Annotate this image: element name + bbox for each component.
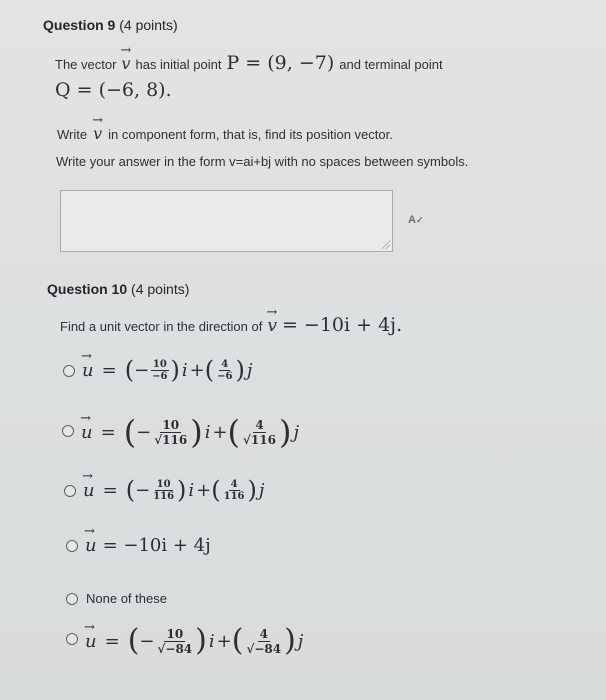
option-6[interactable]: → u = ( − $\frac{10}{√-84}$ ) i + ( $\frac{4}{√-84}$ ) j: [85, 626, 305, 656]
prompt-expression: = −10i + 4j.: [281, 314, 403, 336]
minus-sign: −: [135, 479, 151, 501]
minus-sign: −: [139, 630, 155, 652]
question-9-points: (4 points): [119, 17, 178, 33]
fraction: $\frac{10}{116}$: [153, 478, 175, 502]
vector-u-symbol: → u: [85, 631, 97, 652]
instruction-text: Write: [57, 127, 88, 142]
option-3-radio[interactable]: [64, 485, 76, 497]
vector-v-symbol: → v: [93, 124, 102, 143]
fraction: $\frac{10}{√116}$: [154, 417, 188, 447]
question-9-label: Question 9: [43, 17, 116, 33]
option-1[interactable]: → u = ( − $\frac{10}{-6}$ ) i + ( $\frac{4}{-6}$ ) j: [82, 358, 254, 382]
question-9-title: [43, 17, 178, 33]
vector-u-symbol: → u: [85, 535, 97, 556]
question-10-prompt: [60, 314, 402, 336]
question-10-label: Question 10: [47, 281, 128, 297]
option-2[interactable]: → u = ( − $\frac{10}{√116}$ ) i + ( $\frac{4}{√116}$ ) j: [81, 416, 301, 448]
question-9-instruction-1: [57, 124, 393, 143]
statement-text: and terminal point: [339, 57, 443, 72]
equals-sign: =: [100, 421, 116, 443]
vector-v-symbol: → v: [267, 316, 277, 336]
vector-u-symbol: → u: [81, 422, 93, 443]
option-5-label[interactable]: None of these: [86, 591, 167, 606]
spellcheck-icon[interactable]: A✓: [408, 214, 424, 226]
fraction: $\frac{4}{116}$: [223, 478, 245, 502]
question-10-title: [47, 281, 189, 297]
fraction: $\frac{4}{√116}$: [243, 417, 276, 447]
vector-u-symbol: → u: [83, 480, 95, 501]
fraction: $\frac{4}{√-84}$: [246, 626, 282, 656]
question-9-instruction-2: Write your answer in the form v=ai+bj with no spaces between symbols.: [56, 154, 469, 169]
option-4[interactable]: [85, 535, 211, 556]
point-p-expression: P = (9, −7): [226, 52, 335, 74]
minus-sign: −: [136, 421, 152, 443]
resize-handle-icon[interactable]: [380, 239, 390, 249]
fraction: $\frac{4}{-6}$: [217, 358, 233, 382]
point-q-expression: Q = (−6, 8).: [55, 79, 172, 101]
equals-sign: =: [104, 630, 120, 652]
question-10-points: (4 points): [131, 281, 190, 297]
equals-sign: =: [101, 359, 117, 381]
question-9-statement-line1: [55, 52, 443, 74]
equals-sign: =: [102, 479, 118, 501]
option-4-radio[interactable]: [66, 540, 78, 552]
statement-text: The vector: [55, 57, 117, 72]
option-3[interactable]: → u = ( − $\frac{10}{116}$ ) i + ( $\frac{4}{116}$ ) j: [83, 478, 266, 502]
vector-v-symbol: → v: [121, 54, 130, 73]
minus-sign: −: [134, 359, 150, 381]
option-6-radio[interactable]: [66, 633, 78, 645]
option-1-radio[interactable]: [63, 365, 75, 377]
option-4-expression: = −10i + 4j: [102, 535, 211, 556]
fraction: $\frac{10}{√-84}$: [157, 626, 193, 656]
prompt-text: Find a unit vector in the direction of: [60, 319, 263, 334]
option-5-radio[interactable]: [66, 593, 78, 605]
statement-text: has initial point: [135, 57, 222, 72]
answer-textarea[interactable]: [60, 190, 393, 252]
option-2-radio[interactable]: [62, 425, 74, 437]
vector-u-symbol: → u: [82, 360, 94, 381]
fraction: $\frac{10}{-6}$: [152, 358, 168, 382]
instruction-text: in component form, that is, find its position vector.: [108, 127, 393, 142]
